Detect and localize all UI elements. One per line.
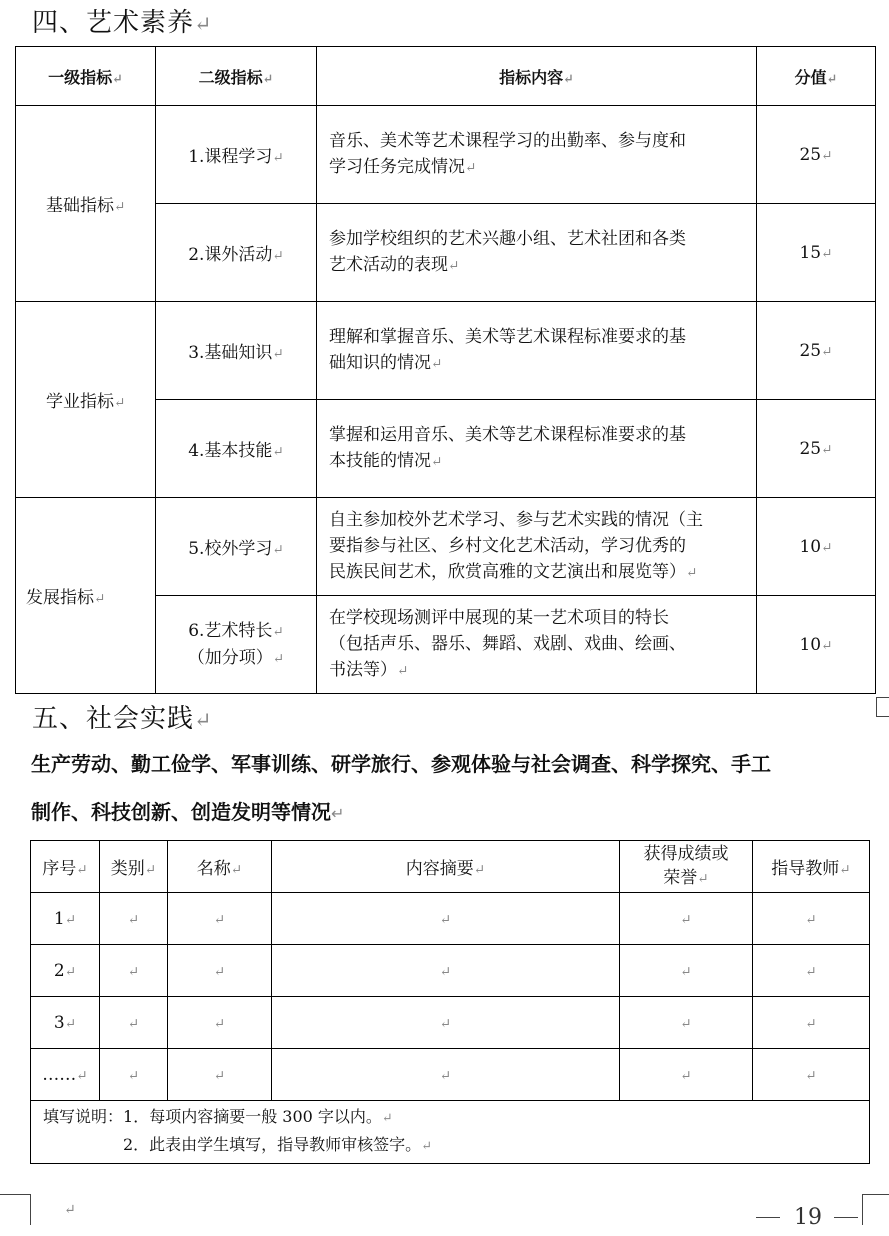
score-cell: 10↵: [757, 596, 876, 694]
header-score: 分值↵: [757, 47, 876, 106]
footer-para-mark: ↵: [64, 1202, 76, 1218]
header-category: 类别↵: [100, 841, 168, 893]
score-cell: 10↵: [757, 498, 876, 596]
header-level1: 一级指标↵: [16, 47, 156, 106]
header-content: 指标内容↵: [317, 47, 757, 106]
fill-instructions: 填写说明：1．每项内容摘要一般 300 字以内。↵ 2．此表由学生填写，指导教师审核签字。↵: [31, 1101, 870, 1164]
header-name: 名称↵: [168, 841, 272, 893]
social-practice-table: [30, 840, 870, 1164]
level2-cell: 5.校外学习↵: [156, 498, 317, 596]
crop-mark-bottom-left: [0, 1194, 31, 1225]
level2-cell: 4.基本技能↵: [156, 400, 317, 498]
score-cell: 15↵: [757, 204, 876, 302]
empty-cell: ↵: [168, 1049, 272, 1101]
table-row: [16, 302, 876, 400]
header-summary: 内容摘要↵: [272, 841, 620, 893]
section5-description-line1: 生产劳动、勤工俭学、军事训练、研学旅行、参观体验与社会调查、科学探究、手工: [31, 752, 771, 776]
level1-basic: 基础指标↵: [16, 106, 156, 302]
content-cell: 理解和掌握音乐、美术等艺术课程标准要求的基 础知识的情况↵: [317, 302, 757, 400]
empty-cell: ↵: [620, 1049, 753, 1101]
empty-cell: ↵: [168, 893, 272, 945]
table-row: [16, 106, 876, 204]
score-cell: 25↵: [757, 302, 876, 400]
section5-description-line2: 制作、科技创新、创造发明等情况↵: [31, 800, 345, 824]
level2-cell: 1.课程学习↵: [156, 106, 317, 204]
empty-cell: ↵: [100, 1049, 168, 1101]
level2-cell: 2.课外活动↵: [156, 204, 317, 302]
empty-cell: ↵: [753, 997, 870, 1049]
empty-cell: ↵: [620, 893, 753, 945]
empty-cell: ↵: [753, 893, 870, 945]
header-achievement: 获得成绩或 荣誉↵: [620, 841, 753, 893]
section5-title: 五、社会实践↵: [32, 704, 213, 734]
row-index: 3↵: [31, 997, 100, 1049]
crop-mark-bottom-right: [862, 1194, 889, 1225]
level1-development: 发展指标↵: [16, 498, 156, 694]
crop-mark: [876, 697, 889, 717]
section4-title: 四、艺术素养↵: [32, 8, 213, 38]
level2-cell: 6.艺术特长↵ （加分项）↵: [156, 596, 317, 694]
empty-cell: ↵: [620, 945, 753, 997]
header-level2: 二级指标↵: [156, 47, 317, 106]
header-teacher: 指导教师↵: [753, 841, 870, 893]
score-cell: 25↵: [757, 400, 876, 498]
content-cell: 参加学校组织的艺术兴趣小组、艺术社团和各类 艺术活动的表现↵: [317, 204, 757, 302]
empty-cell: ↵: [620, 997, 753, 1049]
empty-cell: ↵: [272, 945, 620, 997]
empty-cell: ↵: [100, 945, 168, 997]
empty-cell: ↵: [753, 945, 870, 997]
empty-cell: ↵: [272, 1049, 620, 1101]
table-row: [31, 1049, 870, 1101]
score-cell: 25↵: [757, 106, 876, 204]
table-header-row: [16, 47, 876, 106]
content-cell: 自主参加校外艺术学习、参与艺术实践的情况（主 要指参与社区、乡村文化艺术活动，学习优秀的 民族民间艺术，欣赏高雅的文艺演出和展览等）↵: [317, 498, 757, 596]
empty-cell: ↵: [100, 997, 168, 1049]
fill-instructions-row: [31, 1101, 870, 1164]
content-cell: 在学校现场测评中展现的某一艺术项目的特长 （包括声乐、器乐、舞蹈、戏剧、戏曲、绘画、 书法等）↵: [317, 596, 757, 694]
empty-cell: ↵: [272, 997, 620, 1049]
table-row: [16, 498, 876, 596]
art-literacy-table: [15, 46, 876, 694]
empty-cell: ↵: [100, 893, 168, 945]
empty-cell: ↵: [272, 893, 620, 945]
table-row: [31, 945, 870, 997]
level2-cell: 3.基础知识↵: [156, 302, 317, 400]
empty-cell: ↵: [168, 945, 272, 997]
level1-academic: 学业指标↵: [16, 302, 156, 498]
empty-cell: ↵: [753, 1049, 870, 1101]
row-index: 1↵: [31, 893, 100, 945]
table-header-row: [31, 841, 870, 893]
table-row: [31, 997, 870, 1049]
page-number: 19: [794, 1205, 822, 1230]
row-index: 2↵: [31, 945, 100, 997]
page-number-dash-right: [834, 1217, 858, 1218]
table-row: [31, 893, 870, 945]
empty-cell: ↵: [168, 997, 272, 1049]
row-index: ……↵: [31, 1049, 100, 1101]
content-cell: 掌握和运用音乐、美术等艺术课程标准要求的基 本技能的情况↵: [317, 400, 757, 498]
header-index: 序号↵: [31, 841, 100, 893]
page-number-dash-left: [756, 1217, 780, 1218]
content-cell: 音乐、美术等艺术课程学习的出勤率、参与度和 学习任务完成情况↵: [317, 106, 757, 204]
